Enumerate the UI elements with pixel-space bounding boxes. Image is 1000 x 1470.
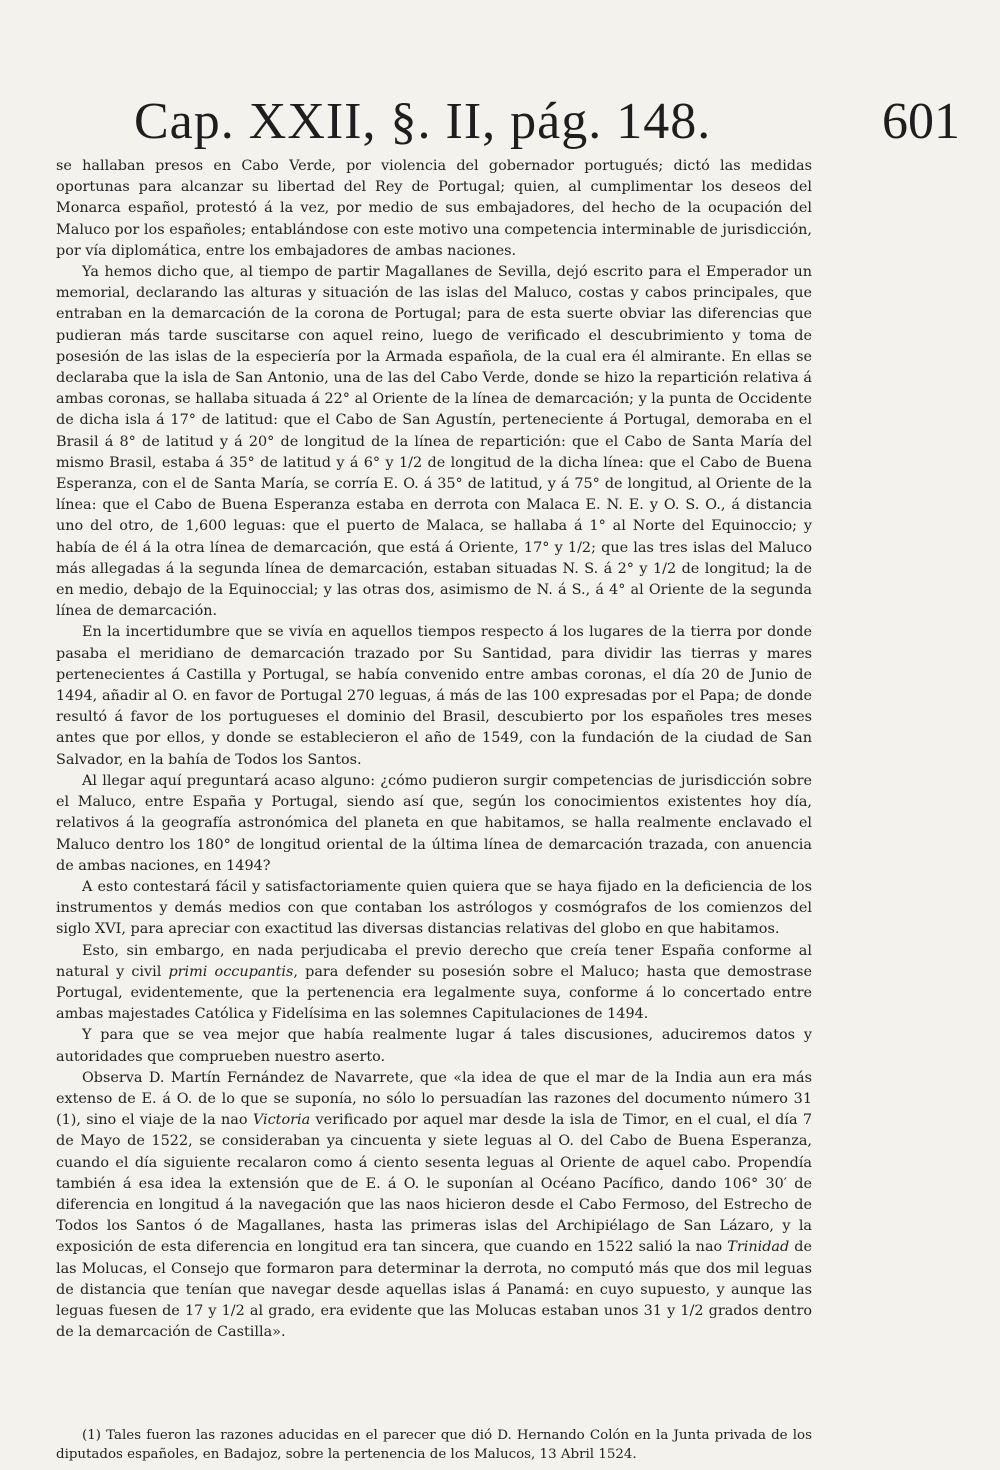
paragraph-8-italic-a: Victoria	[252, 1112, 311, 1129]
footnote	[56, 1426, 812, 1464]
body-text	[56, 156, 812, 1343]
paragraph-8-italic-b: Trinidad	[727, 1239, 790, 1256]
paragraph-5: A esto contestará fácil y satisfactoriamente quien quiera que se haya fijado en la deficiencia de los instrumentos y demás medios con que contaban los astrólogos y cosmógrafos de los comienzos del siglo XVI, para apreciar con exactitud las diversas distancias relativas del globo en que habitamos.	[56, 878, 812, 938]
paragraph-4: Al llegar aquí preguntará acaso alguno: ¿cómo pudieron surgir competencias de jurisdicción sobre el Maluco, entre España y Portugal, siendo así que, según los conocimientos existentes hoy día, relativos á la geografía astronómica del planeta en que habitamos, se halla realmente enclavado el Maluco dentro los 180° de longitud oriental de la última línea de demarcación trazada, con anuencia de ambas naciones, en 1494?	[56, 772, 812, 874]
footnote-text: (1) Tales fueron las razones aducidas en el parecer que dió D. Hernando Colón en la Junta privada de los diputados españoles, en Badajoz, sobre la pertenencia de los Malucos, 13 Abril 1524.	[56, 1428, 812, 1462]
page-number: 601	[882, 93, 960, 150]
paragraph-2: Ya hemos dicho que, al tiempo de partir Magallanes de Sevilla, dejó escrito para el Emperador un memorial, declarando las alturas y situación de las islas del Maluco, costas y cabos principales, que entraban en la demarcación de la corona de Portugal; para de esta suerte obviar las diferencias que pudieran más tarde suscitarse con aquel reino, luego de verificado el descubrimiento y toma de posesión de las islas de la especiería por la Armada española, de la cual era él almirante. En ellas se declaraba que la isla de San Antonio, una de las del Cabo Verde, donde se hizo la repartición relativa á ambas coronas, se hallaba situada á 22° al Oriente de la línea de demarcación; y la punta de Occidente de dicha isla á 17° de latitud: que el Cabo de San Agustín, perteneciente á Portugal, demoraba en el Brasil á 8° de latitud y á 20° de longitud de la línea de repartición: que el Cabo de Santa María del mismo Brasil, estaba á 35° de latitud y á 6° y 1/2 de longitud de la dicha línea: que el Cabo de Buena Esperanza, con el de Santa María, se corría E. O. á 35° de latitud, y á 75° de longitud, al Oriente de la línea: que el Cabo de Buena Esperanza estaba en derrota con Malaca E. N. E. y O. S. O., á distancia uno del otro, de 1,600 leguas: que el puerto de Malaca, se hallaba á 1° al Norte del Equinoccio; y había de él á la otra línea de demarcación, que está á Oriente, 17° y 1/2; que las tres islas del Maluco más allegadas á la segunda línea de demarcación, estaban situadas N. S. á 2° y 1/2 de longitud; la de en medio, debajo de la Equinoccial; y las otras dos, asimismo de N. á S., á 4° al Oriente de la segunda línea de demarcación.	[56, 264, 812, 620]
running-title: Cap. XXII, §. II, pág. 148.	[134, 93, 712, 150]
paragraph-6-text-a: Esto, sin embargo, en nada perjudicaba el previo derecho que creía tener España conforme al natural y civil	[56, 942, 812, 980]
paragraph-3: En la incertidumbre que se vivía en aquellos tiempos respecto á los lugares de la tierra por donde pasaba el meridiano de demarcación trazado por Su Santidad, para dividir las tierras y mares pertenecientes á Castilla y Portugal, se había convenido entre ambas coronas, el día 20 de Junio de 1494, añadir al O. en favor de Portugal 270 leguas, á más de las 100 expresadas por el Papa; de donde resultó á favor de los portugueses el dominio del Brasil, descubierto por los españoles tres meses antes que por ellos, y donde se establecieron el año de 1549, con la fundación de la ciudad de San Salvador, en la bahía de Todos los Santos.	[56, 624, 812, 768]
paragraph-6-text-b: , para defender su posesión sobre el Maluco; hasta que demostrase Portugal, evidentemente, que la pertenencia era legalmente suya, conforme á lo concertado entre ambas majestades Católica y Fidelísima en las solemnes Capitulaciones de 1494.	[56, 963, 812, 1023]
paragraph-8-text-a: Observa D. Martín Fernández de Navarrete, que «la idea de que el mar de la India aun era más extenso de E. á O. de lo que se suponía, no sólo lo persuadían las razones del documento número 31 (1), sino el viaje de la nao	[56, 1069, 812, 1129]
paragraph-8	[56, 1068, 812, 1344]
paragraph-1: se hallaban presos en Cabo Verde, por violencia del gobernador portugués; dictó las medidas oportunas para alcanzar su libertad del Rey de Portugal; quien, al cumplimentar los deseos del Monarca español, protestó á la vez, por medio de sus embajadores, del hecho de la ocupación del Maluco por los españoles; entablándose con este motivo una competencia interminable de jurisdicción, por vía diplomática, entre los embajadores de ambas naciones.	[56, 158, 812, 259]
paragraph-6	[56, 941, 812, 1026]
paragraph-6-italic: primi occupantis	[168, 963, 294, 980]
paragraph-8-text-b: verificado por aquel mar desde la isla de Timor, en el cual, el día 7 de Mayo de 1522, se consideraban ya cincuenta y siete leguas al O. del Cabo de Buena Esperanza, cuando el día siguiente recalaron como á ciento sesenta leguas al Oriente de aquel cabo. Propendía también á esa idea la extensión que de E. á O. le suponían al Océano Pacífico, dando 106° 30′ de diferencia en longitud á la navegación que las naos hicieron desde el Cabo Fermoso, del Estrecho de Todos los Santos ó de Magallanes, hasta las primeras islas del Archipiélago de San Lázaro, y la exposición de esta diferencia en longitud era tan sincera, que cuando en 1522 salió la nao	[56, 1112, 812, 1256]
paragraph-7: Y para que se vea mejor que había realmente lugar á tales discusiones, aduciremos datos y autoridades que comprueben nuestro aserto.	[56, 1027, 812, 1065]
paragraph-8-text-c: de las Molucas, el Consejo que formaron para determinar la derrota, no computó más que dos mil leguas de distancia que tenían que navegar desde aquellas islas á Panamá: en cuyo supuesto, y aunque las leguas fuesen de 17 y 1/2 al grado, era evidente que las Molucas estaban unos 31 y 1/2 grados dentro de la demarcación de Castilla».	[56, 1239, 812, 1341]
